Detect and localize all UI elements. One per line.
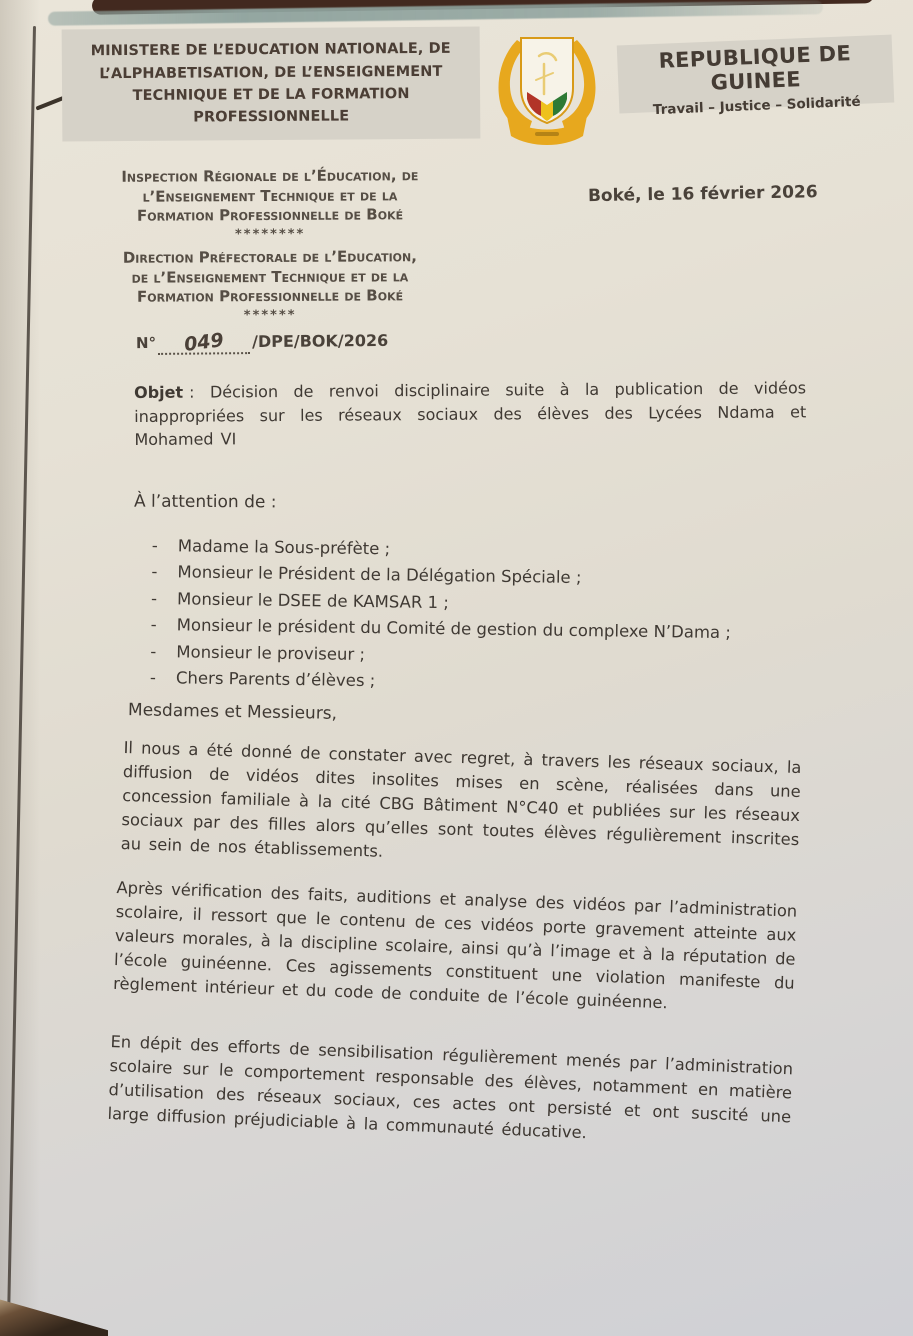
list-dash: - xyxy=(150,588,158,608)
subject-text: : Décision de renvoi disciplinaire suite à la publication de vidéos inappropriées sur les réseaux sociaux des élèves des Lycées Ndama et Mohamed VI xyxy=(134,378,807,450)
inspection-line: l’Enseignement Technique et de la xyxy=(142,185,398,206)
ministry-header-box xyxy=(62,27,481,142)
inspection-block xyxy=(58,166,482,243)
republic-motto: Travail – Justice – Solidarité xyxy=(652,93,861,119)
recipients-list xyxy=(150,533,824,701)
place-date: Boké, le 16 février 2026 xyxy=(587,182,818,207)
direction-line: Direction Préfectorale de l’Education, xyxy=(122,247,417,267)
recipient-text: Monsieur le Président de la Délégation Spéciale ; xyxy=(177,562,582,588)
separator-stars: ****** xyxy=(243,307,297,323)
attention-heading: À l’attention de : xyxy=(133,491,277,513)
recipient-text: Monsieur le président du Comité de gestion du complexe N’Dama ; xyxy=(176,615,732,643)
recipient-text: Chers Parents d’élèves ; xyxy=(175,668,376,691)
republic-header-box xyxy=(617,35,895,119)
subject-line xyxy=(134,376,806,452)
body-paragraph: Après vérification des faits, auditions et analyse des vidéos par l’administration scolaire, il ressort que le contenu de ces vidéos porte gravement atteinte aux valeurs morales, à la discipline scolaire, ainsi qu’à l’image et à la réputation de l’école guinéenne. Ces agissements constituent une violation manifeste du règlement intérieur et du code de conduite de l’école guinéenne. xyxy=(112,877,798,1013)
separator-stars: ******** xyxy=(234,226,306,242)
direction-line: Formation Professionnelle de Boké xyxy=(136,286,404,306)
reference-dotted-line xyxy=(158,330,250,355)
list-dash: - xyxy=(150,615,157,635)
ministry-title: MINISTERE DE L’EDUCATION NATIONALE, DE L’ALPHABETISATION, DE L’ENSEIGNEMENT TECHNIQUE ET DE LA FORMATION PROFESSIONNELLE xyxy=(90,40,451,127)
inspection-line: Inspection Régionale de l’Éducation, de xyxy=(121,166,419,186)
list-dash: - xyxy=(151,562,158,582)
guinea-coat-of-arms-icon xyxy=(483,24,611,154)
body-paragraph: Il nous a été donné de constater avec regret, à travers les réseaux sociaux, la diffusion de vidéos dites insolites mises en scène, réalisées dans une concession familiale à la cité CBG Bâtiment N°C40 et publiées sur les réseaux sociaux par des filles alors qu’elles sont toutes élèves régulièrement inscrites au sein de nos établissements. xyxy=(120,737,802,861)
reference-number-handwritten: 049 xyxy=(183,329,226,356)
recipient-text: Monsieur le DSEE de KAMSAR 1 ; xyxy=(176,589,450,612)
direction-block xyxy=(58,247,482,324)
reference-prefix: N° xyxy=(135,333,157,353)
body-paragraph: En dépit des efforts de sensibilisation régulièrement menés par l’administration scolaire sur le comportement responsable des élèves, notamment en matière d’utilisation des réseaux sociaux, ces actes ont persisté et ont suscité une large diffusion préjudiciable à la communauté éducative. xyxy=(107,1031,794,1143)
subject-label: Objet xyxy=(134,382,184,402)
salutation: Mesdames et Messieurs, xyxy=(127,700,338,724)
recipient-text: Madame la Sous-préfète ; xyxy=(177,536,391,559)
reference-number-line xyxy=(136,329,388,355)
reference-suffix: /DPE/BOK/2026 xyxy=(251,330,389,352)
list-dash: - xyxy=(150,641,157,661)
recipient-text: Monsieur le proviseur ; xyxy=(176,641,366,664)
inspection-line: Formation Professionnelle de Boké xyxy=(136,205,404,225)
list-dash: - xyxy=(149,667,157,688)
direction-line: de l’Enseignement Technique et de la xyxy=(131,266,409,287)
republic-title: REPUBLIQUE DE GUINEE xyxy=(658,41,852,95)
list-dash: - xyxy=(151,535,158,556)
